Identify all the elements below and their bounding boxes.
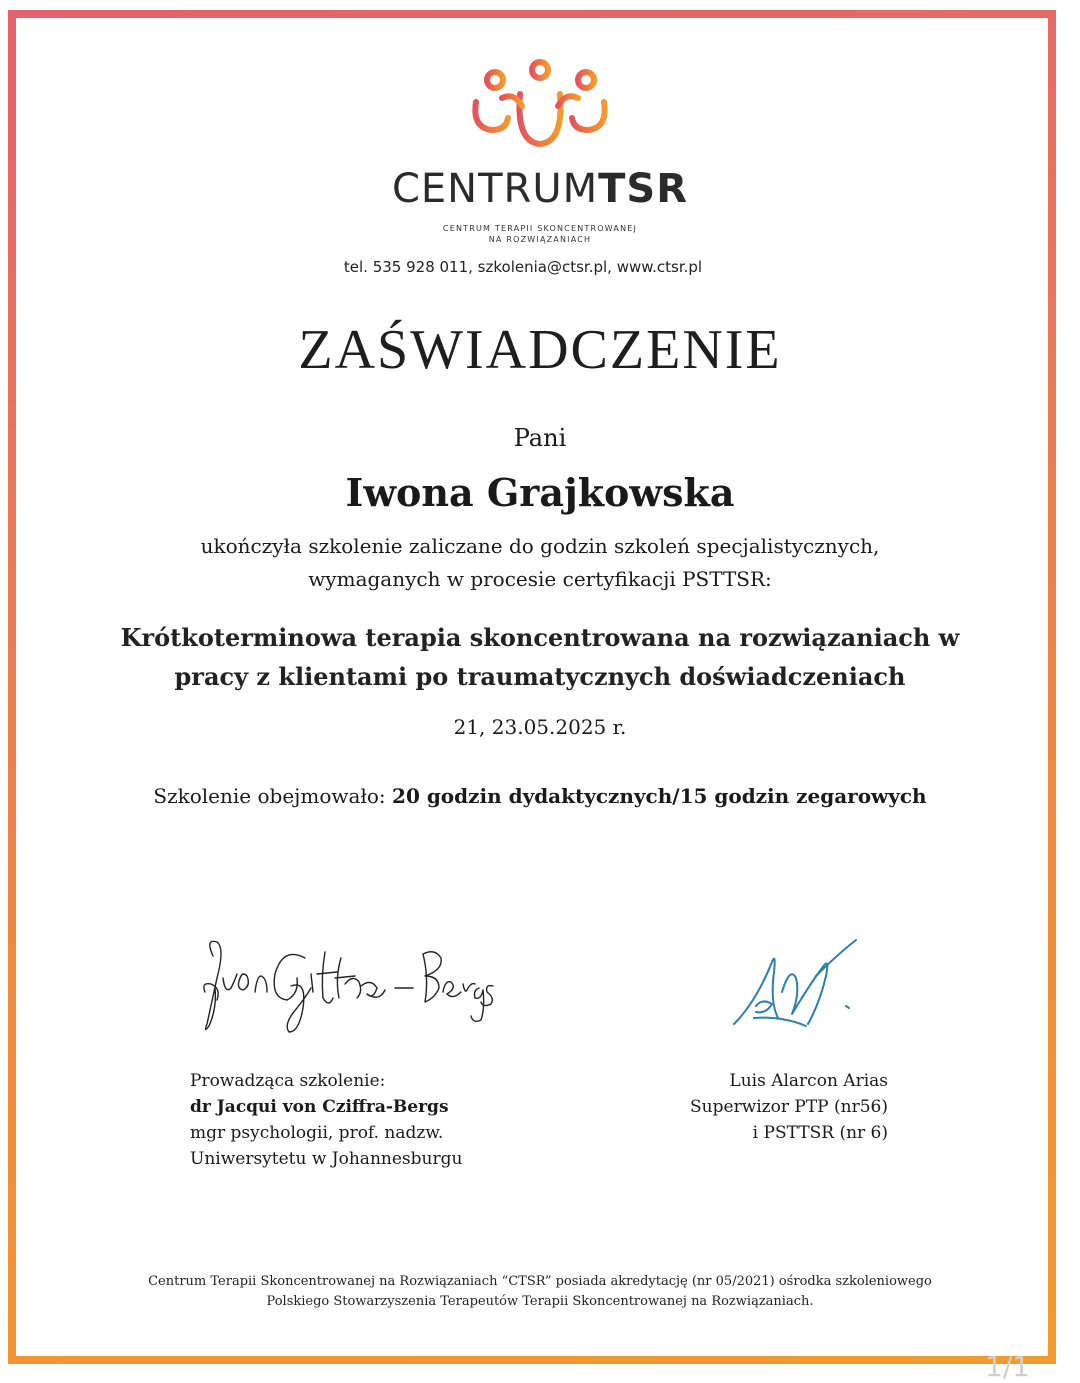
footer-line1: Centrum Terapii Skoncentrowanej na Rozwiązaniach “CTSR” posiada akredytację (nr 05/2021) ośrodka szkoleniowego	[148, 1274, 932, 1289]
right-signatory-title: Superwizor PTP (nr56)	[690, 1097, 888, 1117]
left-signatory-affiliation: Uniwersytetu w Johannesburgu	[190, 1149, 463, 1169]
certificate-title: ZAŚWIADCZENIE	[298, 319, 782, 381]
contact-line: tel. 535 928 011, szkolenia@ctsr.pl, www.ctsr.pl	[343, 258, 703, 276]
right-signatory-title2: i PSTTSR (nr 6)	[752, 1123, 888, 1143]
left-signatory-title: mgr psychologii, prof. nadzw.	[190, 1123, 444, 1143]
logo-word-bold: TSR	[598, 166, 689, 212]
hours-value: 20 godzin dydaktycznych/15 godzin zegarowych	[392, 784, 927, 808]
training-hours	[0, 784, 1080, 808]
hours-label: Szkolenie obejmowało:	[153, 784, 393, 808]
salutation: Pani	[513, 424, 567, 452]
three-people-icon	[462, 58, 618, 154]
course-title	[0, 618, 1080, 696]
right-signatory	[650, 1068, 888, 1146]
signature-right	[726, 932, 866, 1040]
right-signatory-name: Luis Alarcon Arias	[729, 1071, 888, 1091]
logo-subtitle-line1: CENTRUM TERAPII SKONCENTROWANEJ	[442, 224, 638, 233]
training-dates: 21, 23.05.2025 r.	[453, 715, 627, 739]
course-title-line1: Krótkoterminowa terapia skoncentrowana na rozwiązaniach w	[120, 623, 960, 652]
description	[0, 530, 1080, 596]
description-line1: ukończyła szkolenie zaliczane do godzin szkoleń specjalistycznych,	[200, 534, 880, 558]
footer-line2: Polskiego Stowarzyszenia Terapeutów Terapii Skoncentrowanej na Rozwiązaniach.	[266, 1294, 814, 1309]
signature-left	[195, 928, 495, 1042]
logo-subtitle-line2: NA ROZWIĄZANIACH	[488, 235, 592, 244]
course-title-line2: pracy z klientami po traumatycznych doświadczeniach	[174, 662, 906, 691]
recipient-name: Iwona Grajkowska	[345, 470, 735, 515]
page-indicator: 1/1	[985, 1350, 1031, 1383]
logo-word-light: CENTRUM	[391, 166, 599, 212]
logo-wordmark	[0, 166, 1080, 212]
left-signatory-role: Prowadząca szkolenie:	[190, 1071, 386, 1091]
description-line2: wymaganych w procesie certyfikacji PSTTSR:	[308, 567, 772, 591]
left-signatory	[190, 1068, 462, 1172]
left-signatory-name: dr Jacqui von Cziffra-Bergs	[190, 1097, 449, 1117]
accreditation-footer	[0, 1272, 1080, 1312]
